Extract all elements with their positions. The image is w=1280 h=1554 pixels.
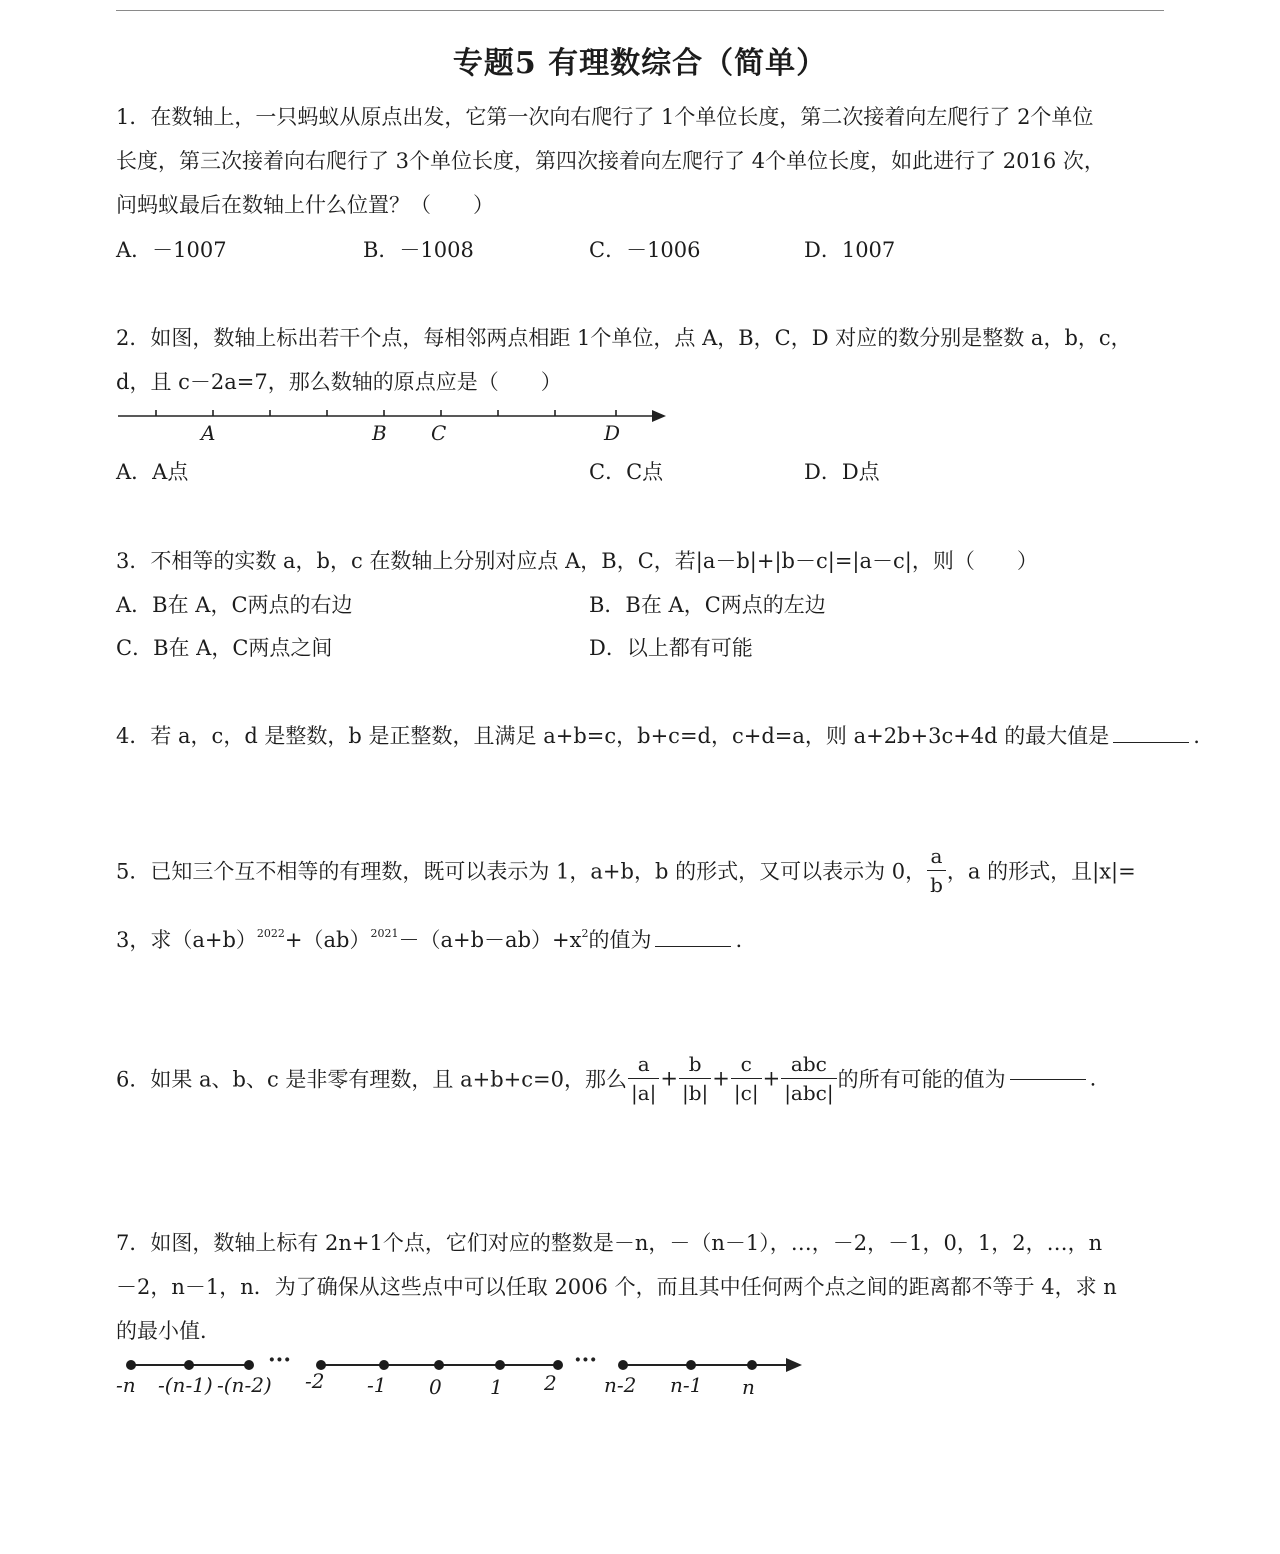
q7-label-neg-n-minus-2: -(n-2) bbox=[217, 1373, 272, 1397]
q7-point bbox=[244, 1360, 254, 1370]
q5-text-c: 3，求（a+b） bbox=[116, 928, 257, 952]
page-title: 专题5 有理数综合（简单） bbox=[452, 46, 828, 81]
q7-line1: 7．如图，数轴上标有 2n+1个点，它们对应的整数是－n，－（n－1），…，－2，－1，0，1，2，…，n bbox=[116, 1231, 1103, 1255]
q6-frac-a-den: |a| bbox=[630, 1081, 657, 1105]
q2-line2: d，且 c－2a=7，那么数轴的原点应是（ ） bbox=[116, 370, 562, 394]
q7-label-n-minus-1: n-1 bbox=[670, 1373, 703, 1397]
q2-option-a: A．A点 bbox=[116, 460, 189, 484]
q7-line3: 的最小值． bbox=[116, 1319, 221, 1343]
q4-text: 4．若 a，c，d 是整数，b 是正整数，且满足 a+b=c，b+c=d，c+d=a，则 a+2b+3c+4d 的最大值是 bbox=[116, 724, 1110, 748]
q5-text-b: ，a 的形式，且|x|= bbox=[946, 859, 1136, 884]
q5-exp-2022: 2022 bbox=[256, 927, 285, 940]
q2-option-c: C．C点 bbox=[589, 460, 664, 484]
q5-end: . bbox=[735, 928, 743, 952]
q3-option-c: C．B在 A，C两点之间 bbox=[116, 636, 333, 660]
q7-point bbox=[379, 1360, 389, 1370]
q1-line3: 问蚂蚁最后在数轴上什么位置？（ ） bbox=[116, 193, 494, 217]
q7-point bbox=[553, 1360, 563, 1370]
q1-line1: 1．在数轴上，一只蚂蚁从原点出发，它第一次向右爬行了 1个单位长度，第二次接着向左爬行了 2个单位 bbox=[116, 105, 1094, 129]
q7-ellipsis-right: ··· bbox=[574, 1347, 597, 1373]
q3-option-b: B．B在 A，C两点的左边 bbox=[589, 593, 826, 617]
q7-label-neg-2: -2 bbox=[305, 1369, 325, 1393]
q6-text-prefix: 6．如果 a、b、c 是非零有理数，且 a+b+c=0，那么 bbox=[116, 1067, 627, 1092]
q7-label-neg-n-minus-1: -(n-1) bbox=[158, 1373, 213, 1397]
q6-frac-c-den: |c| bbox=[733, 1081, 759, 1105]
q7-point bbox=[618, 1360, 628, 1370]
q7-label-n-minus-2: n-2 bbox=[604, 1373, 637, 1397]
q3-line1: 3．不相等的实数 a，b，c 在数轴上分别对应点 A，B，C，若|a－b|+|b－c|=|a－c|，则（ ） bbox=[116, 549, 1038, 573]
q7-label-neg-1: -1 bbox=[367, 1373, 387, 1397]
q7-label-2: 2 bbox=[544, 1371, 557, 1395]
q7-axis-arrow bbox=[786, 1358, 802, 1372]
q7-point bbox=[747, 1360, 757, 1370]
q1-line2: 长度，第三次接着向右爬行了 3个单位长度，第四次接着向左爬行了 4个单位长度，如此进行了 2016 次， bbox=[116, 149, 1105, 173]
q1-option-a: A．－1007 bbox=[116, 238, 227, 262]
q7-point bbox=[184, 1360, 194, 1370]
q5-text-e: －（a+b－ab）+x bbox=[398, 928, 582, 952]
q7-label-0: 0 bbox=[429, 1375, 442, 1399]
q2-line1: 2．如图，数轴上标出若干个点，每相邻两点相距 1个单位，点 A，B，C，D 对应的数分别是整数 a，b，c， bbox=[116, 326, 1132, 350]
q7-ellipsis-left: ··· bbox=[268, 1347, 291, 1373]
q4-end: . bbox=[1193, 724, 1200, 748]
q6-end: . bbox=[1089, 1066, 1097, 1091]
q6-frac-b-den: |b| bbox=[682, 1081, 709, 1105]
q6-frac-abc-den: |abc| bbox=[784, 1081, 834, 1105]
q7-label-neg-n: -n bbox=[116, 1373, 136, 1397]
q6-frac-a-num: a bbox=[628, 1050, 659, 1079]
q6-frac-b-num: b bbox=[679, 1050, 711, 1079]
q5-text-d: +（ab） bbox=[284, 928, 371, 952]
q2-option-d: D．D点 bbox=[804, 460, 880, 484]
q5-text-f: 的值为 bbox=[588, 928, 652, 952]
q2-label-b: B bbox=[372, 421, 387, 445]
q5-frac-num: a bbox=[927, 842, 946, 871]
q5-text-a: 5．已知三个互不相等的有理数，既可以表示为 1，a+b，b 的形式，又可以表示为 0， bbox=[116, 859, 927, 884]
q3-option-d: D．以上都有可能 bbox=[589, 636, 753, 660]
q3-option-a: A．B在 A，C两点的右边 bbox=[116, 593, 353, 617]
q7-point bbox=[686, 1360, 696, 1370]
q5-exp-2: 2 bbox=[581, 927, 589, 940]
q7-point bbox=[495, 1360, 505, 1370]
q7-point bbox=[126, 1360, 136, 1370]
q7-line2: －2，n－1，n．为了确保从这些点中可以任取 2006 个，而且其中任何两个点之间的距离都不等于 4，求 n bbox=[116, 1275, 1117, 1299]
q7-point bbox=[434, 1360, 444, 1370]
q7-label-n: n bbox=[742, 1375, 755, 1399]
q1-option-b: B．－1008 bbox=[363, 238, 474, 262]
q1-option-c: C．－1006 bbox=[589, 238, 701, 262]
q5-frac-den: b bbox=[930, 873, 943, 897]
q7-label-1: 1 bbox=[490, 1375, 503, 1399]
q2-label-c: C bbox=[431, 421, 447, 445]
q6-frac-c-num: c bbox=[731, 1050, 762, 1079]
q5-exp-2021: 2021 bbox=[370, 927, 399, 940]
q6-frac-abc-num: abc bbox=[781, 1050, 836, 1079]
q6-plus-3: + bbox=[762, 1066, 781, 1091]
q2-label-a: A bbox=[201, 421, 216, 445]
q6-text-suffix: 的所有可能的值为 bbox=[837, 1067, 1006, 1092]
q6-plus-1: + bbox=[660, 1066, 678, 1091]
q6-plus-2: + bbox=[712, 1066, 730, 1091]
q2-label-d: D bbox=[604, 421, 621, 445]
q1-option-d: D．1007 bbox=[804, 238, 896, 262]
